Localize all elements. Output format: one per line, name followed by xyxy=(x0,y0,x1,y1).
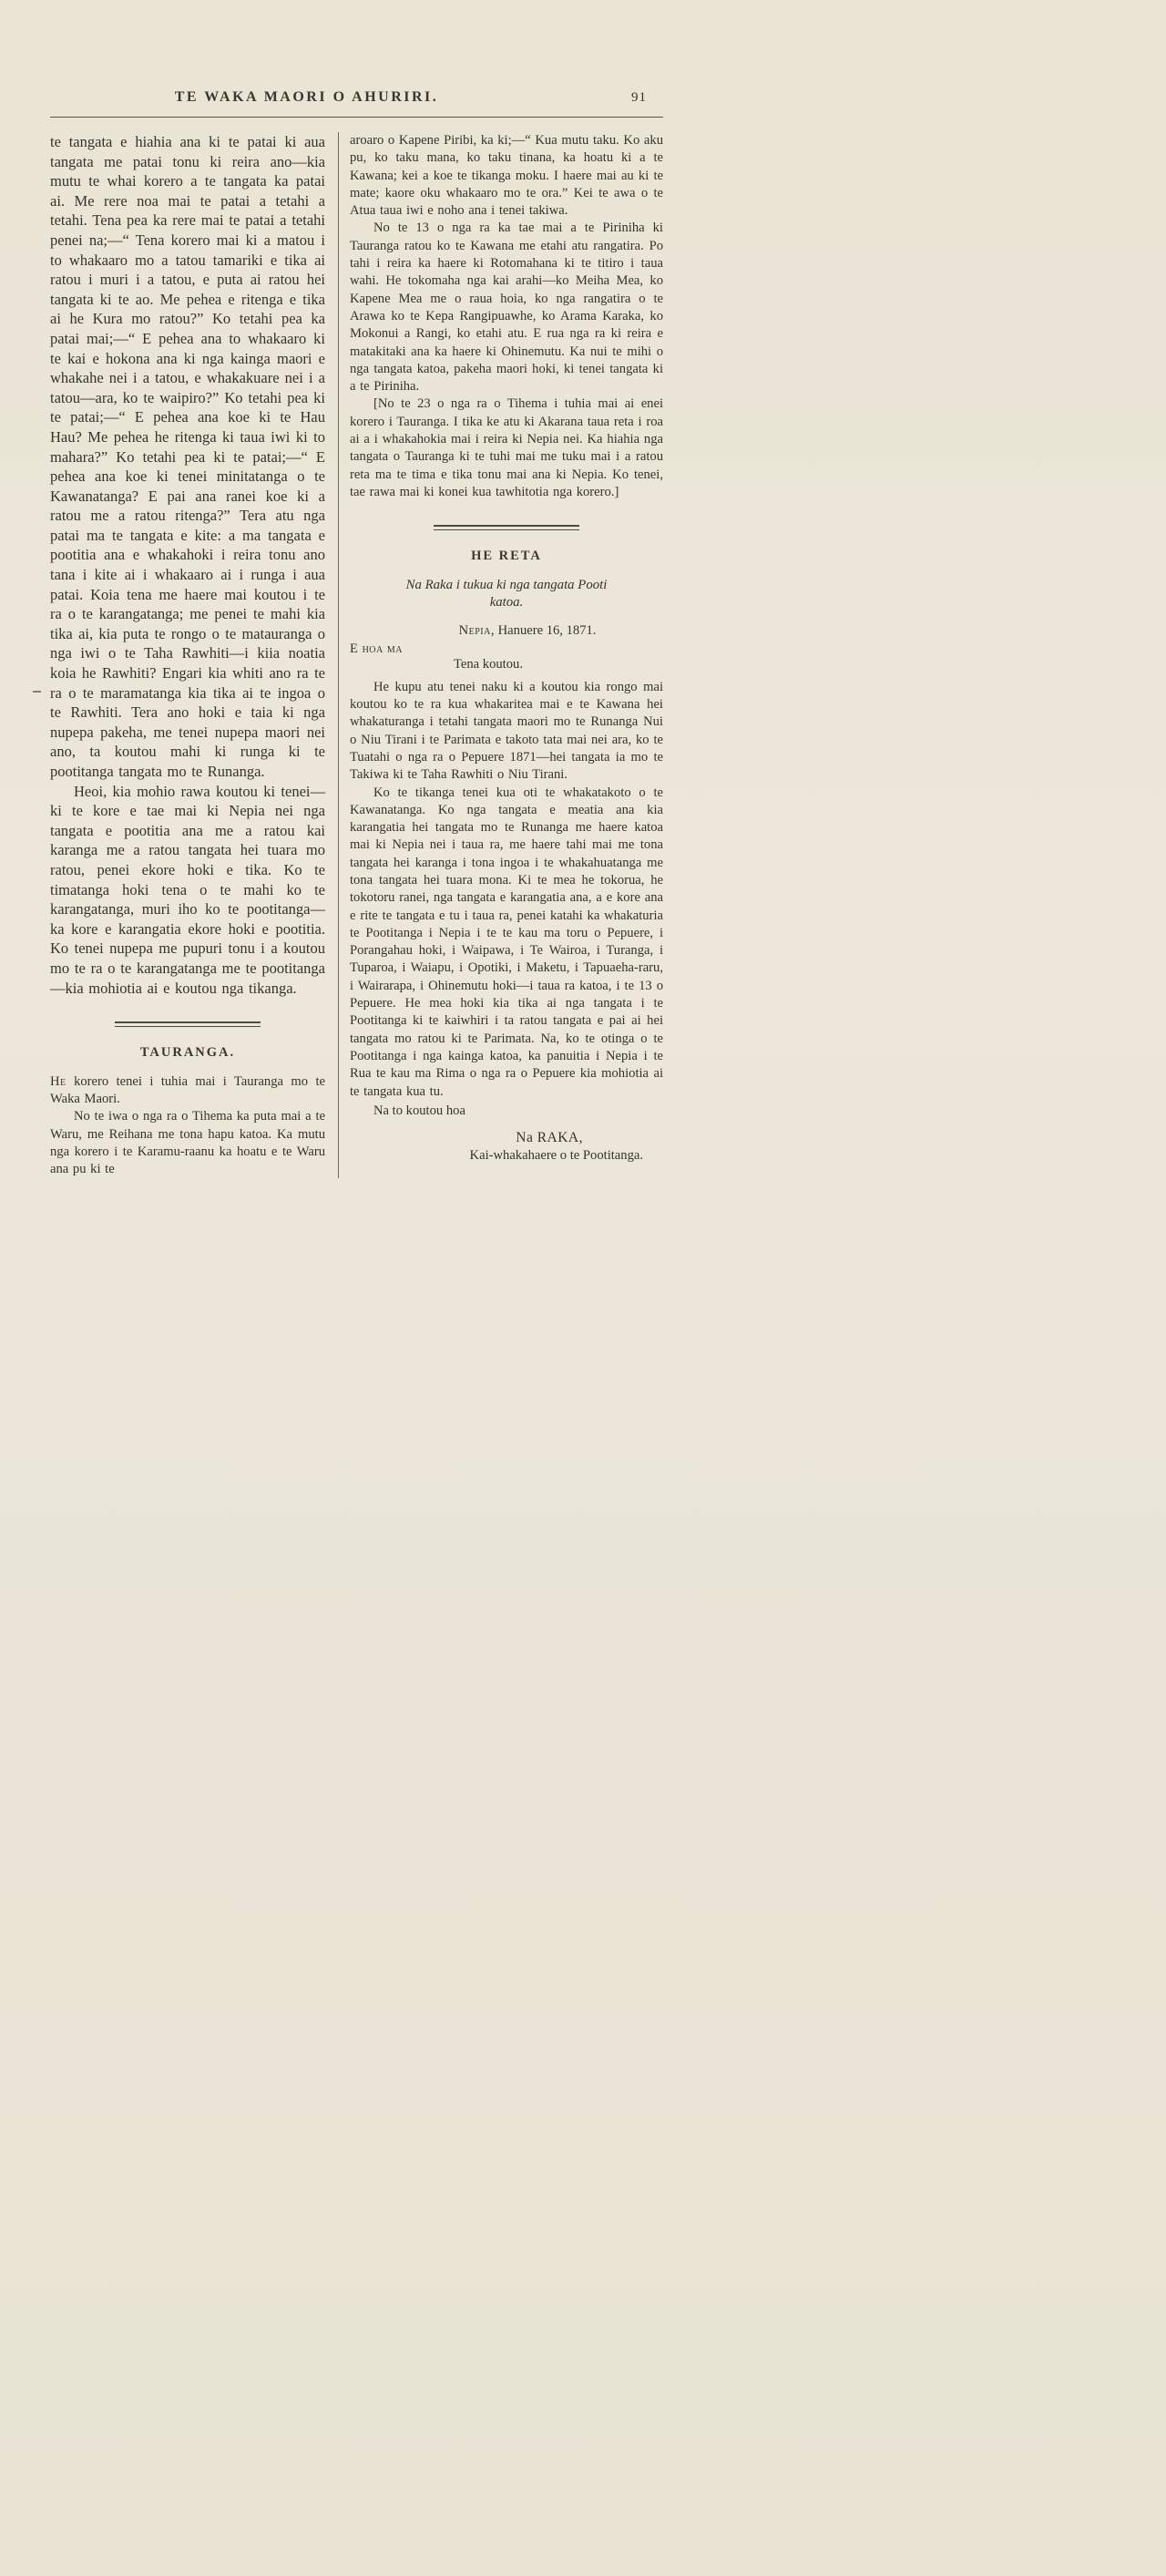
masthead-title: TE WAKA MAORI O AHURIRI. xyxy=(174,89,439,105)
divider-rule-thin xyxy=(434,529,579,530)
tauranga-heading: TAURANGA. xyxy=(139,1044,236,1060)
page-number: 91 xyxy=(631,90,647,105)
letter-closing: Na to koutou hoa xyxy=(373,1103,465,1118)
dateline-date: Hanuere 16, 1871. xyxy=(494,622,597,638)
signature-name: Na RAKA, xyxy=(516,1129,583,1145)
dateline xyxy=(350,623,663,639)
paragraph xyxy=(50,1073,325,1109)
paragraph-text: korero tenei i tuhia mai i Tauranga mo te Waka Maori. xyxy=(50,1073,325,1106)
he-reta-heading: HE RETA xyxy=(471,548,542,563)
divider-rule-thick xyxy=(434,525,579,527)
left-column xyxy=(50,132,325,1178)
paragraph: No te 13 o nga ra ka tae mai a te Piriniha ki Tauranga ratou ko te Kawana me etahi atu rangatira. Po tahi i reira ka haere ki Rotomahana ki te titiro i taua wahi. He tokomaha nga kai arahi—ko Meiha Mea, ko Kapene Mea me o raua hoia, ko nga rangatira o te Arawa ko te Kepa Rangipuawhe, ko Arama Karaka, ko Mokonui a Rangi, ko etahi atu. E rua nga ra ki reira e matakitaki ana ka haere ki Ohinemutu. Ka nui te mihi o nga tangata katoa, pakeha maori hoki, ki tenei tangata ki a te Piriniha. xyxy=(350,221,663,395)
paragraph: Ko te tikanga tenei kua oti te whakatakoto o te Kawanatanga. Ko nga tangata e meatia ana kia karangatia hei tangata mo te Runanga me haere katoa mai ki Nepia nei i taua ra, me haere tahi mai me tona tangata hei karanga i tona ingoa i te whakahuatanga me tona tangata hei tuara mona. Ki te mea he tokorua, he tokotoru ranei, nga tangata e karangatia ana, a e kore ana e rite te tangata e tu i taua ra, penei katahi ka whakaturia te Pootitanga i Nepia i te te kau ma toru o Pepuere, i Porangahau hoki, i Waipawa, i Te Wairoa, i Turanga, i Tuparoa, i Waiapu, i Opotiki, i Maketu, i Tapuaeha-raru, i Wairarapa, i Ohinemutu hoki—i taua ra katoa, i te 13 o Pepuere. He mea hoki kia tika ai nga tangata i te Pootitanga ki te kaiwhiri i ta ratou tangata e pai ai hei tangata mo ratou ki te Parimata. Na, ko te otinga o te Pootitanga i nga kainga katoa, ka panuitia i Nepia i te Rua te kau ma Rima o nga ra o Pepuere kia mohiotia ai te tangata kua tu. xyxy=(350,785,663,1099)
salutation xyxy=(350,641,663,657)
print-artifact xyxy=(33,691,41,693)
editorial-note-paragraph: [No te 23 o nga ra o Tihema i tuhia mai ai enei korero i Tauranga. I tika ke atu ki Akarana taua reta i roa ai a i whakahokia mai i reira ki Nepia nei. Ka hiahia nga tangata o Tauranga ki te tuhi mai me tuku mai i a ratou reta ma te tima e tika tonu mai ana ki Nepia. Ko tenei, tae rawa mai ki konei kua tawhitotia nga korero.] xyxy=(350,396,663,499)
lead-word: He xyxy=(50,1073,66,1089)
section-divider xyxy=(115,1021,261,1027)
paragraph: te tangata e hiahia ana ki te patai ki aua tangata me patai tonu ki reira ano—kia mutu te whai korero a te tangata ka patai ai. Me rere noa mai te patai a tetahi a tetahi. Tena pea ka rere mai te patai a tetahi penei na;—“ Tena korero mai ki a matou i to whakaaro mo a tatou tamariki e tika ai ratou i muri i a tatou, e puta ai ratou hei tangata ki te ao. Me pehea e ritenga e tika ai he Kura mo ratou?” Ko tetahi pea ka patai mai;—“ E pehea ana to whakaaro ki te kai e hokona ana ki nga kainga maori e whakahe nei i a tatou, e whakakuare nei i a tatou—ara, ko te waipiro?” Ko tetahi pea ki te patai;—“ E pehea ana koe ki te Hau Hau? Me pehea he ritenga ki taua iwi ki to mahara?” Ko tetahi pea ki te patai;—“ E pehea ana koe ki tenei minitatanga o te Kawanatanga? E pai ana ranei koe ki a ratou me a ratou ritenga?” Tera atu nga patai ma te tangata e kite: a ma tangata e pootitia ana e whakahoki i reira tonu ano tana i kite ai i whakaaro ai i runga i aua patai. Koia tena me haere mai koutou i te ra o te karangatanga; me penei te mahi kia tika ai, kia puta te rongo o te matauranga o nga iwi o te Taha Rawhiti—i kiia noatia koia he Rawhiti? Engari kia whiti ano ra te ra o te maramatanga kia tika ai te ingoa o te Rawhiti. Tera ano hoki e taia ki nga nupepa pakeha, me tenei nupepa maori nei ano, ta koutou mahi ki runga ki te pootitanga tangata mo te Runanga. xyxy=(50,133,325,780)
paragraph: aroaro o Kapene Piribi, ka ki;—“ Kua mutu taku. Ko aku pu, ko taku mana, ko taku tinana, ka hoatu ki a te Kawana; kei a koe te tikanga moku. I haere mai au ki te mate; kaore oku whakaaro mo te ora.” Kei te awa o te Atua taua iwi e noho ana i tenei takiwa. xyxy=(350,133,663,219)
masthead xyxy=(50,89,663,113)
greeting: Tena koutou. xyxy=(454,656,523,672)
column-divider-rule xyxy=(338,132,339,1178)
divider-rule-thick xyxy=(115,1021,261,1023)
paragraph: Heoi, kia mohio rawa koutou ki tenei—ki te kore e tae mai ki Nepia nei nga tangata e pootitia ana me a ratou kai karanga me a ratou tangata hei tuara mo ratou, penei ekore hoki e tika. Ko te timatanga hoki tena o te mahi ko te karangatanga, muri iho ko te pootitanga—ka kore e karangatia ekore hoki e pootitia. Ko tenei nupepa me pupuri tonu i a koutou mo te ra o te karangatanga me te pootitanga—kia mohiotia ai e koutou nga tikanga. xyxy=(50,782,325,997)
section-divider xyxy=(434,525,579,530)
signature-title: Kai-whakahaere o te Pootitanga. xyxy=(469,1147,643,1163)
masthead-rule xyxy=(50,117,663,118)
dateline-place: Nepia, xyxy=(458,622,495,638)
paragraph: No te iwa o nga ra o Tihema ka puta mai a te Waru, me Reihana me tona hapu katoa. Ka mutu nga korero i te Karamu-raanu ka hoatu e te Waru ana pu ki te xyxy=(50,1109,325,1177)
divider-rule-thin xyxy=(115,1026,261,1027)
article-columns xyxy=(50,132,663,1178)
right-column xyxy=(350,132,663,1178)
salutation-text: E hoa ma xyxy=(350,641,403,656)
paragraph: He kupu atu tenei naku ki a koutou kia rongo mai koutou ko te ra kua whakaritea mai e te Kawana hei whakaturanga i tetahi tangata maori mo te Runanga Nui o Niu Tirani i te Parimata e takoto tata mai nei ara, ko te Tuatahi o nga ra o Pepuere 1871—hei tangata ia mo te Takiwa ki te Taha Rawhiti o Niu Tirani. xyxy=(350,679,663,783)
newspaper-page xyxy=(50,89,663,1178)
letter-subtitle: Na Raka i tukua ki nga tangata Pooti katoa. xyxy=(405,577,608,611)
